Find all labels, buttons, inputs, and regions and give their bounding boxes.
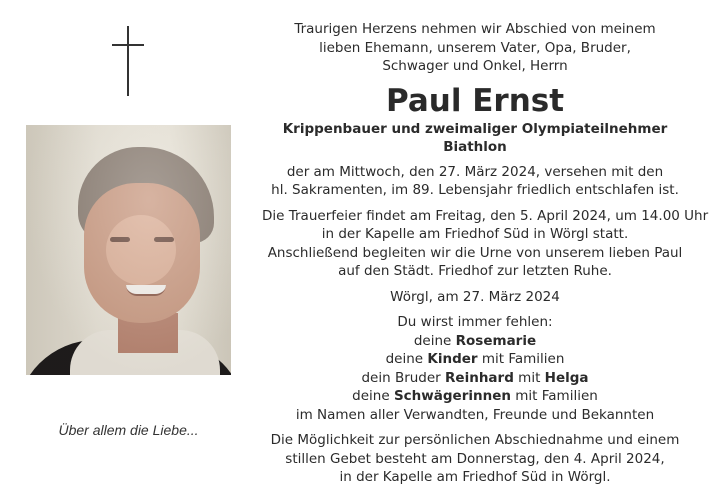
mourner-name: Schwägerinnen	[393, 388, 511, 404]
cross-icon	[112, 26, 144, 96]
mourners-line: Du wirst immer fehlen:	[397, 314, 553, 330]
intro-line: Schwager und Onkel, Herrn	[382, 58, 568, 74]
farewell-line: Die Möglichkeit zur persönlichen Abschiednahme und einem	[270, 432, 680, 448]
mourners-line: im Namen aller Verwandten, Freunde und Bekannten	[295, 406, 655, 423]
mourners-text: deine	[352, 388, 394, 404]
mourners-line	[262, 387, 688, 406]
mourners-text: deine	[385, 351, 428, 367]
funeral-line: Anschließend begleiten wir die Urne von unserem lieben Paul	[267, 244, 683, 261]
funeral-line: auf den Städt. Friedhof zur letzten Ruhe.	[338, 263, 612, 279]
mourners-text: mit Familien	[510, 388, 598, 404]
farewell-line: stillen Gebet besteht am Donnerstag, den 4. April 2024,	[285, 450, 665, 467]
mourner-name: Reinhard	[445, 369, 514, 386]
mourners-text: dein Bruder	[361, 369, 446, 386]
death-line: der am Mittwoch, den 27. März 2024, versehen mit den	[286, 163, 664, 180]
mourners-text: mit	[513, 369, 545, 386]
mourner-name: Rosemarie	[455, 332, 537, 349]
obituary-text	[262, 20, 709, 487]
farewell-paragraph	[262, 431, 688, 487]
mourners-line	[262, 332, 688, 351]
funeral-paragraph	[262, 207, 709, 281]
place-date: Wörgl, am 27. März 2024	[390, 288, 560, 305]
portrait-photo	[26, 125, 231, 375]
death-line: hl. Sakramenten, im 89. Lebensjahr friedlich entschlafen ist.	[271, 182, 679, 198]
deceased-name: Paul Ernst	[385, 82, 565, 119]
photo-shading	[26, 125, 231, 375]
cross-horizontal	[112, 44, 144, 46]
funeral-line: in der Kapelle am Friedhof Süd in Wörgl statt.	[321, 226, 629, 242]
mourners-text: deine	[413, 332, 456, 349]
intro-paragraph	[262, 20, 688, 76]
mourners-line	[262, 350, 688, 369]
mourners-paragraph	[262, 313, 688, 424]
intro-line: Traurigen Herzens nehmen wir Abschied von meinem	[294, 21, 656, 37]
mourners-text: mit Familien	[477, 351, 565, 367]
photo-caption: Über allem die Liebe...	[58, 422, 199, 438]
death-paragraph	[262, 163, 688, 200]
cross-vertical	[127, 26, 129, 96]
deceased-title: Krippenbauer und zweimaliger Olympiateilnehmer Biathlon	[282, 120, 668, 155]
mourners-line	[262, 369, 688, 388]
mourner-name: Helga	[544, 369, 589, 386]
mourner-name: Kinder	[427, 351, 478, 367]
funeral-line: Die Trauerfeier findet am Freitag, den 5. April 2024, um 14.00 Uhr	[262, 207, 709, 224]
intro-line: lieben Ehemann, unserem Vater, Opa, Bruder,	[319, 39, 631, 56]
farewell-line: in der Kapelle am Friedhof Süd in Wörgl.	[339, 469, 611, 485]
